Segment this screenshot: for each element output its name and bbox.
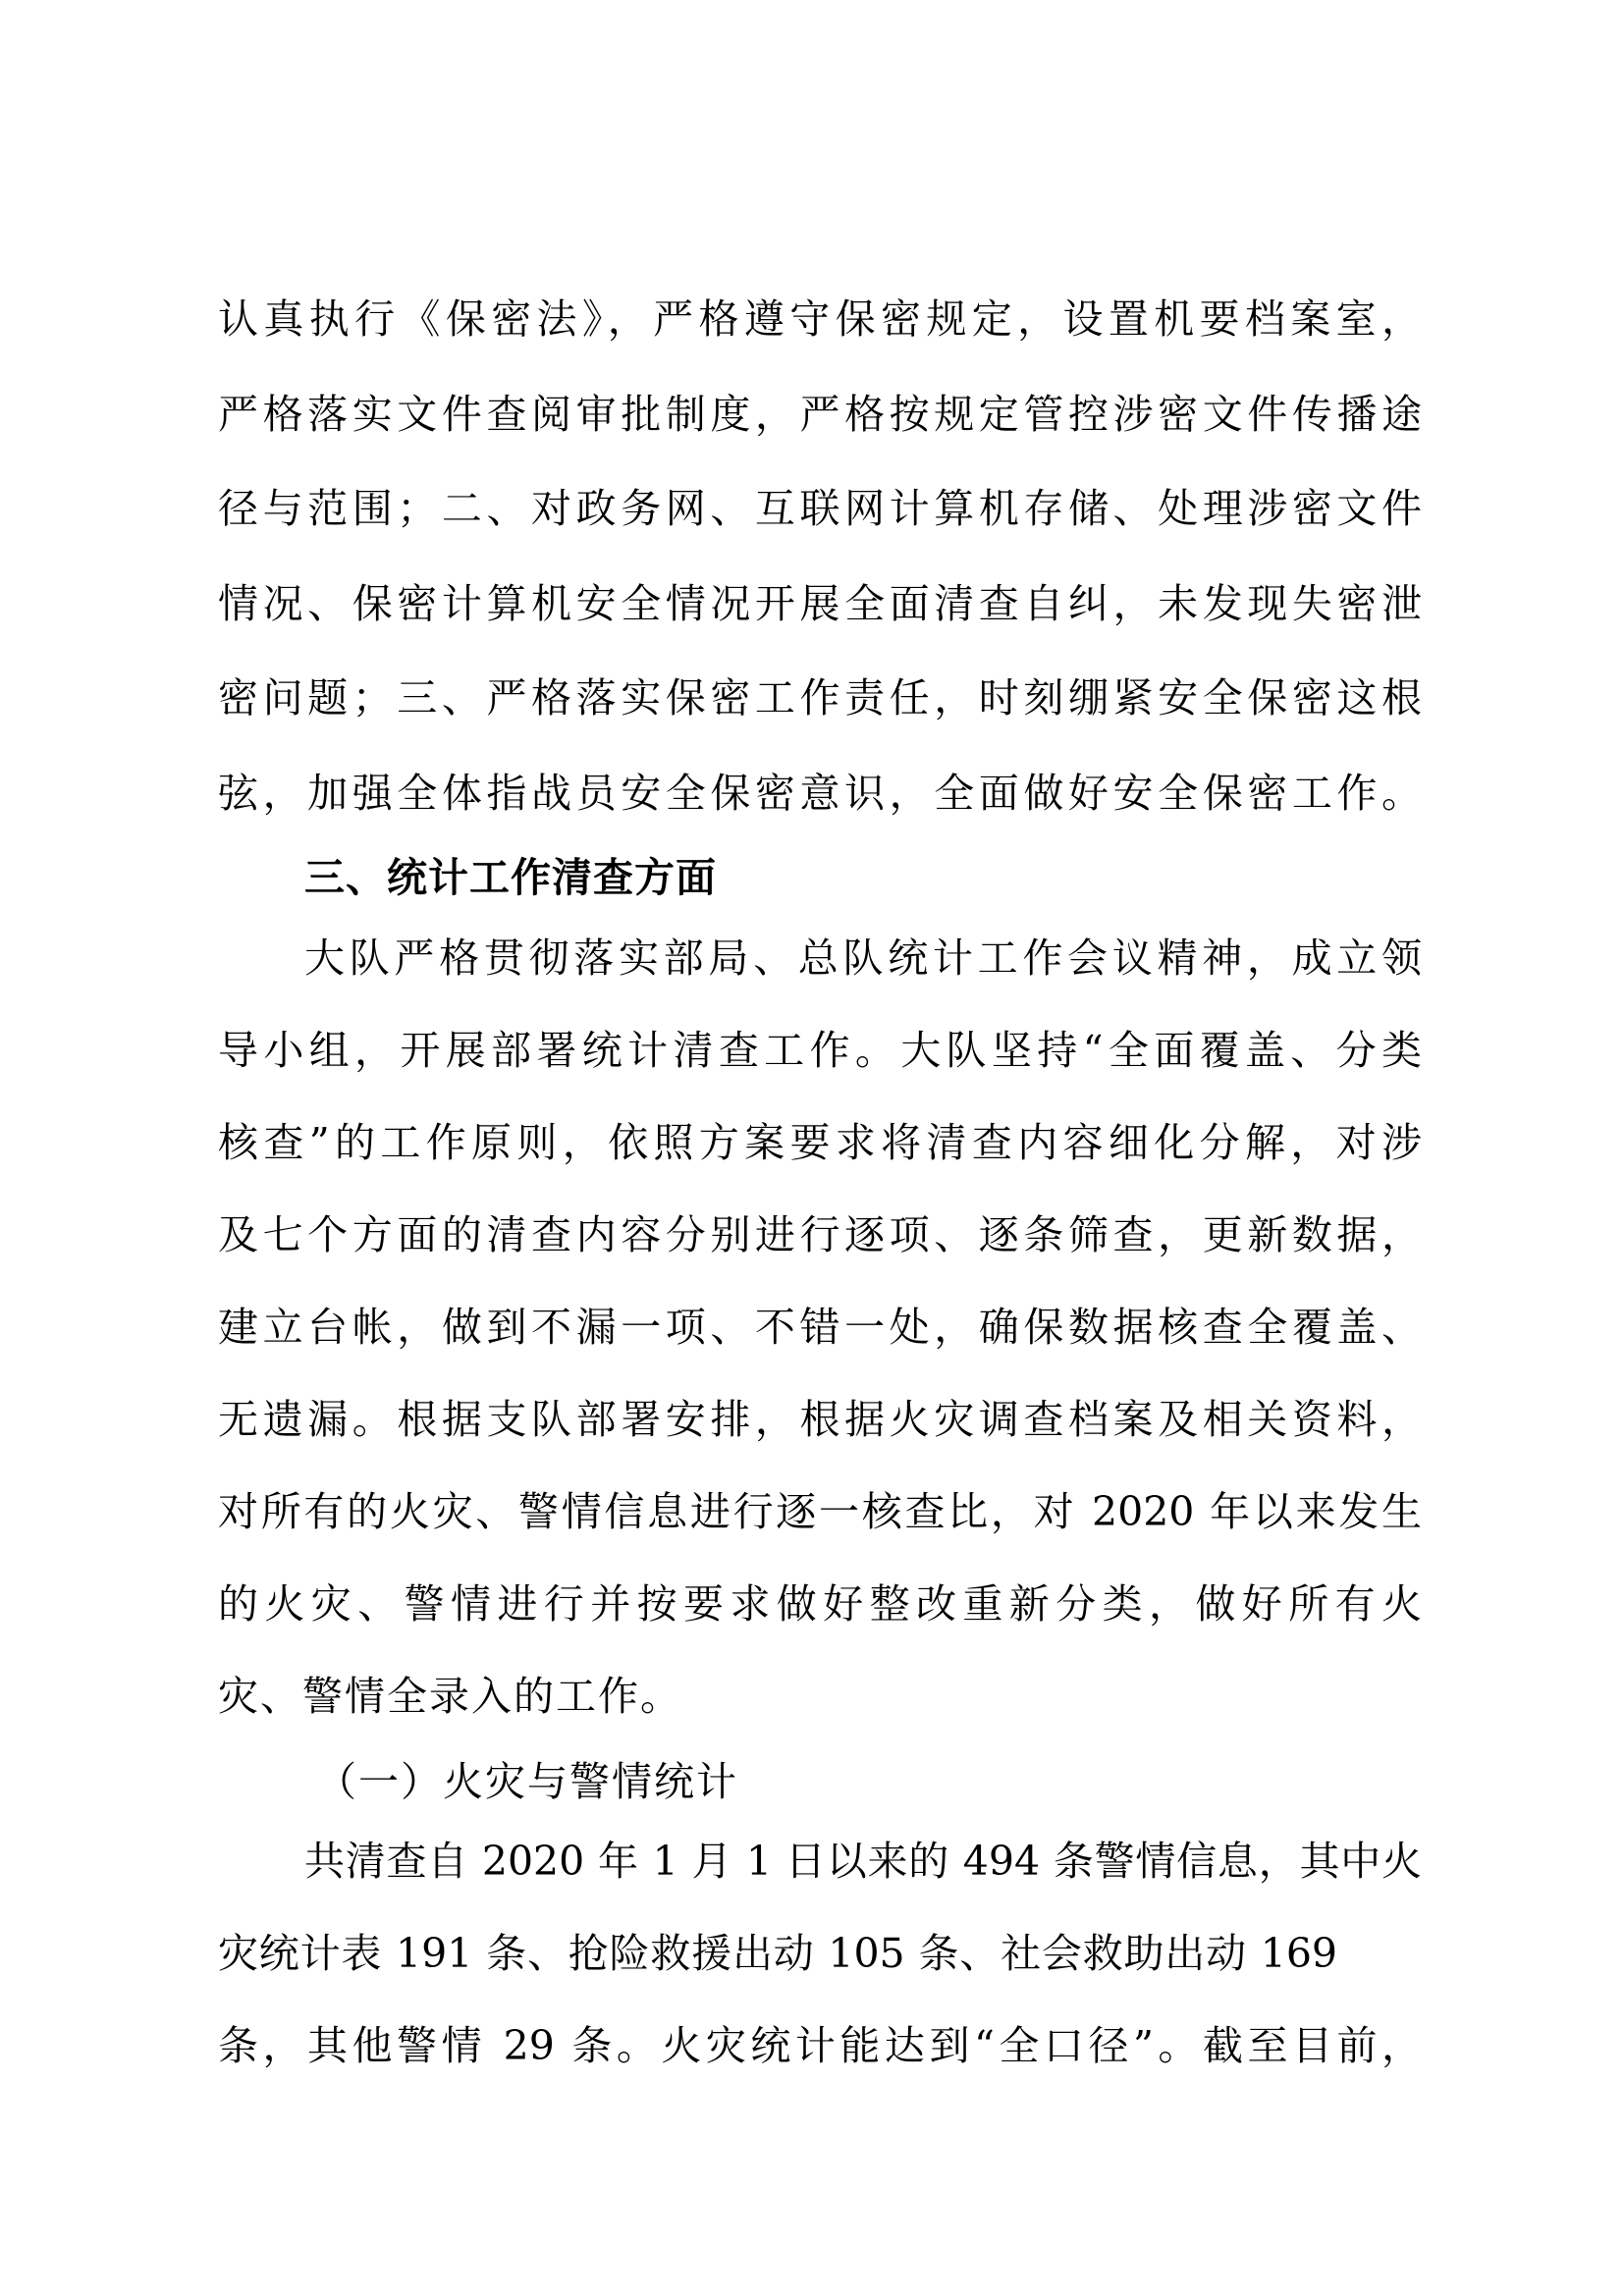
paragraph-line: 灾、警情全录入的工作。 [218, 1673, 682, 1720]
subsection-heading: （一）火灾与警情统计 [316, 1758, 738, 1805]
paragraph-line: 的火灾、警情进行并按要求做好整改重新分类，做好所有火 [218, 1580, 1422, 1628]
paragraph-line: 对所有的火灾、警情信息进行逐一核查比，对 2020 年以来发生 [218, 1488, 1422, 1535]
paragraph-line: 及七个方面的清查内容分别进行逐项、逐条筛查，更新数据， [218, 1211, 1422, 1258]
paragraph-line: 大队严格贯彻落实部局、总队统计工作会议精神，成立领 [304, 934, 1422, 982]
paragraph-line: 无遗漏。根据支队部署安排，根据火灾调查档案及相关资料， [218, 1396, 1422, 1443]
paragraph-line: 建立台帐，做到不漏一项、不错一处，确保数据核查全覆盖、 [218, 1304, 1422, 1351]
paragraph-line: 灾统计表 191 条、抢险救援出动 105 条、社会救助出动 169 [218, 1930, 1337, 1977]
paragraph-line: 严格落实文件查阅审批制度，严格按规定管控涉密文件传播途 [218, 391, 1422, 438]
paragraph-line: 共清查自 2020 年 1 月 1 日以来的 494 条警情信息，其中火 [304, 1838, 1422, 1885]
paragraph-line: 核查”的工作原则，依照方案要求将清查内容细化分解，对涉 [218, 1119, 1422, 1166]
paragraph-line: 认真执行《保密法》，严格遵守保密规定，设置机要档案室， [218, 295, 1422, 343]
paragraph-line: 条，其他警情 29 条。火灾统计能达到“全口径”。截至目前， [218, 2022, 1422, 2069]
paragraph-line: 导小组，开展部署统计清查工作。大队坚持“全面覆盖、分类 [218, 1027, 1422, 1074]
paragraph-line: 情况、保密计算机安全情况开展全面清查自纠，未发现失密泄 [218, 580, 1422, 627]
paragraph-line: 密问题；三、严格落实保密工作责任，时刻绷紧安全保密这根 [218, 674, 1422, 721]
paragraph-line: 径与范围；二、对政务网、互联网计算机存储、处理涉密文件 [218, 485, 1422, 532]
paragraph-line: 弦，加强全体指战员安全保密意识，全面做好安全保密工作。 [218, 770, 1422, 817]
section-heading: 三、统计工作清查方面 [304, 854, 717, 901]
